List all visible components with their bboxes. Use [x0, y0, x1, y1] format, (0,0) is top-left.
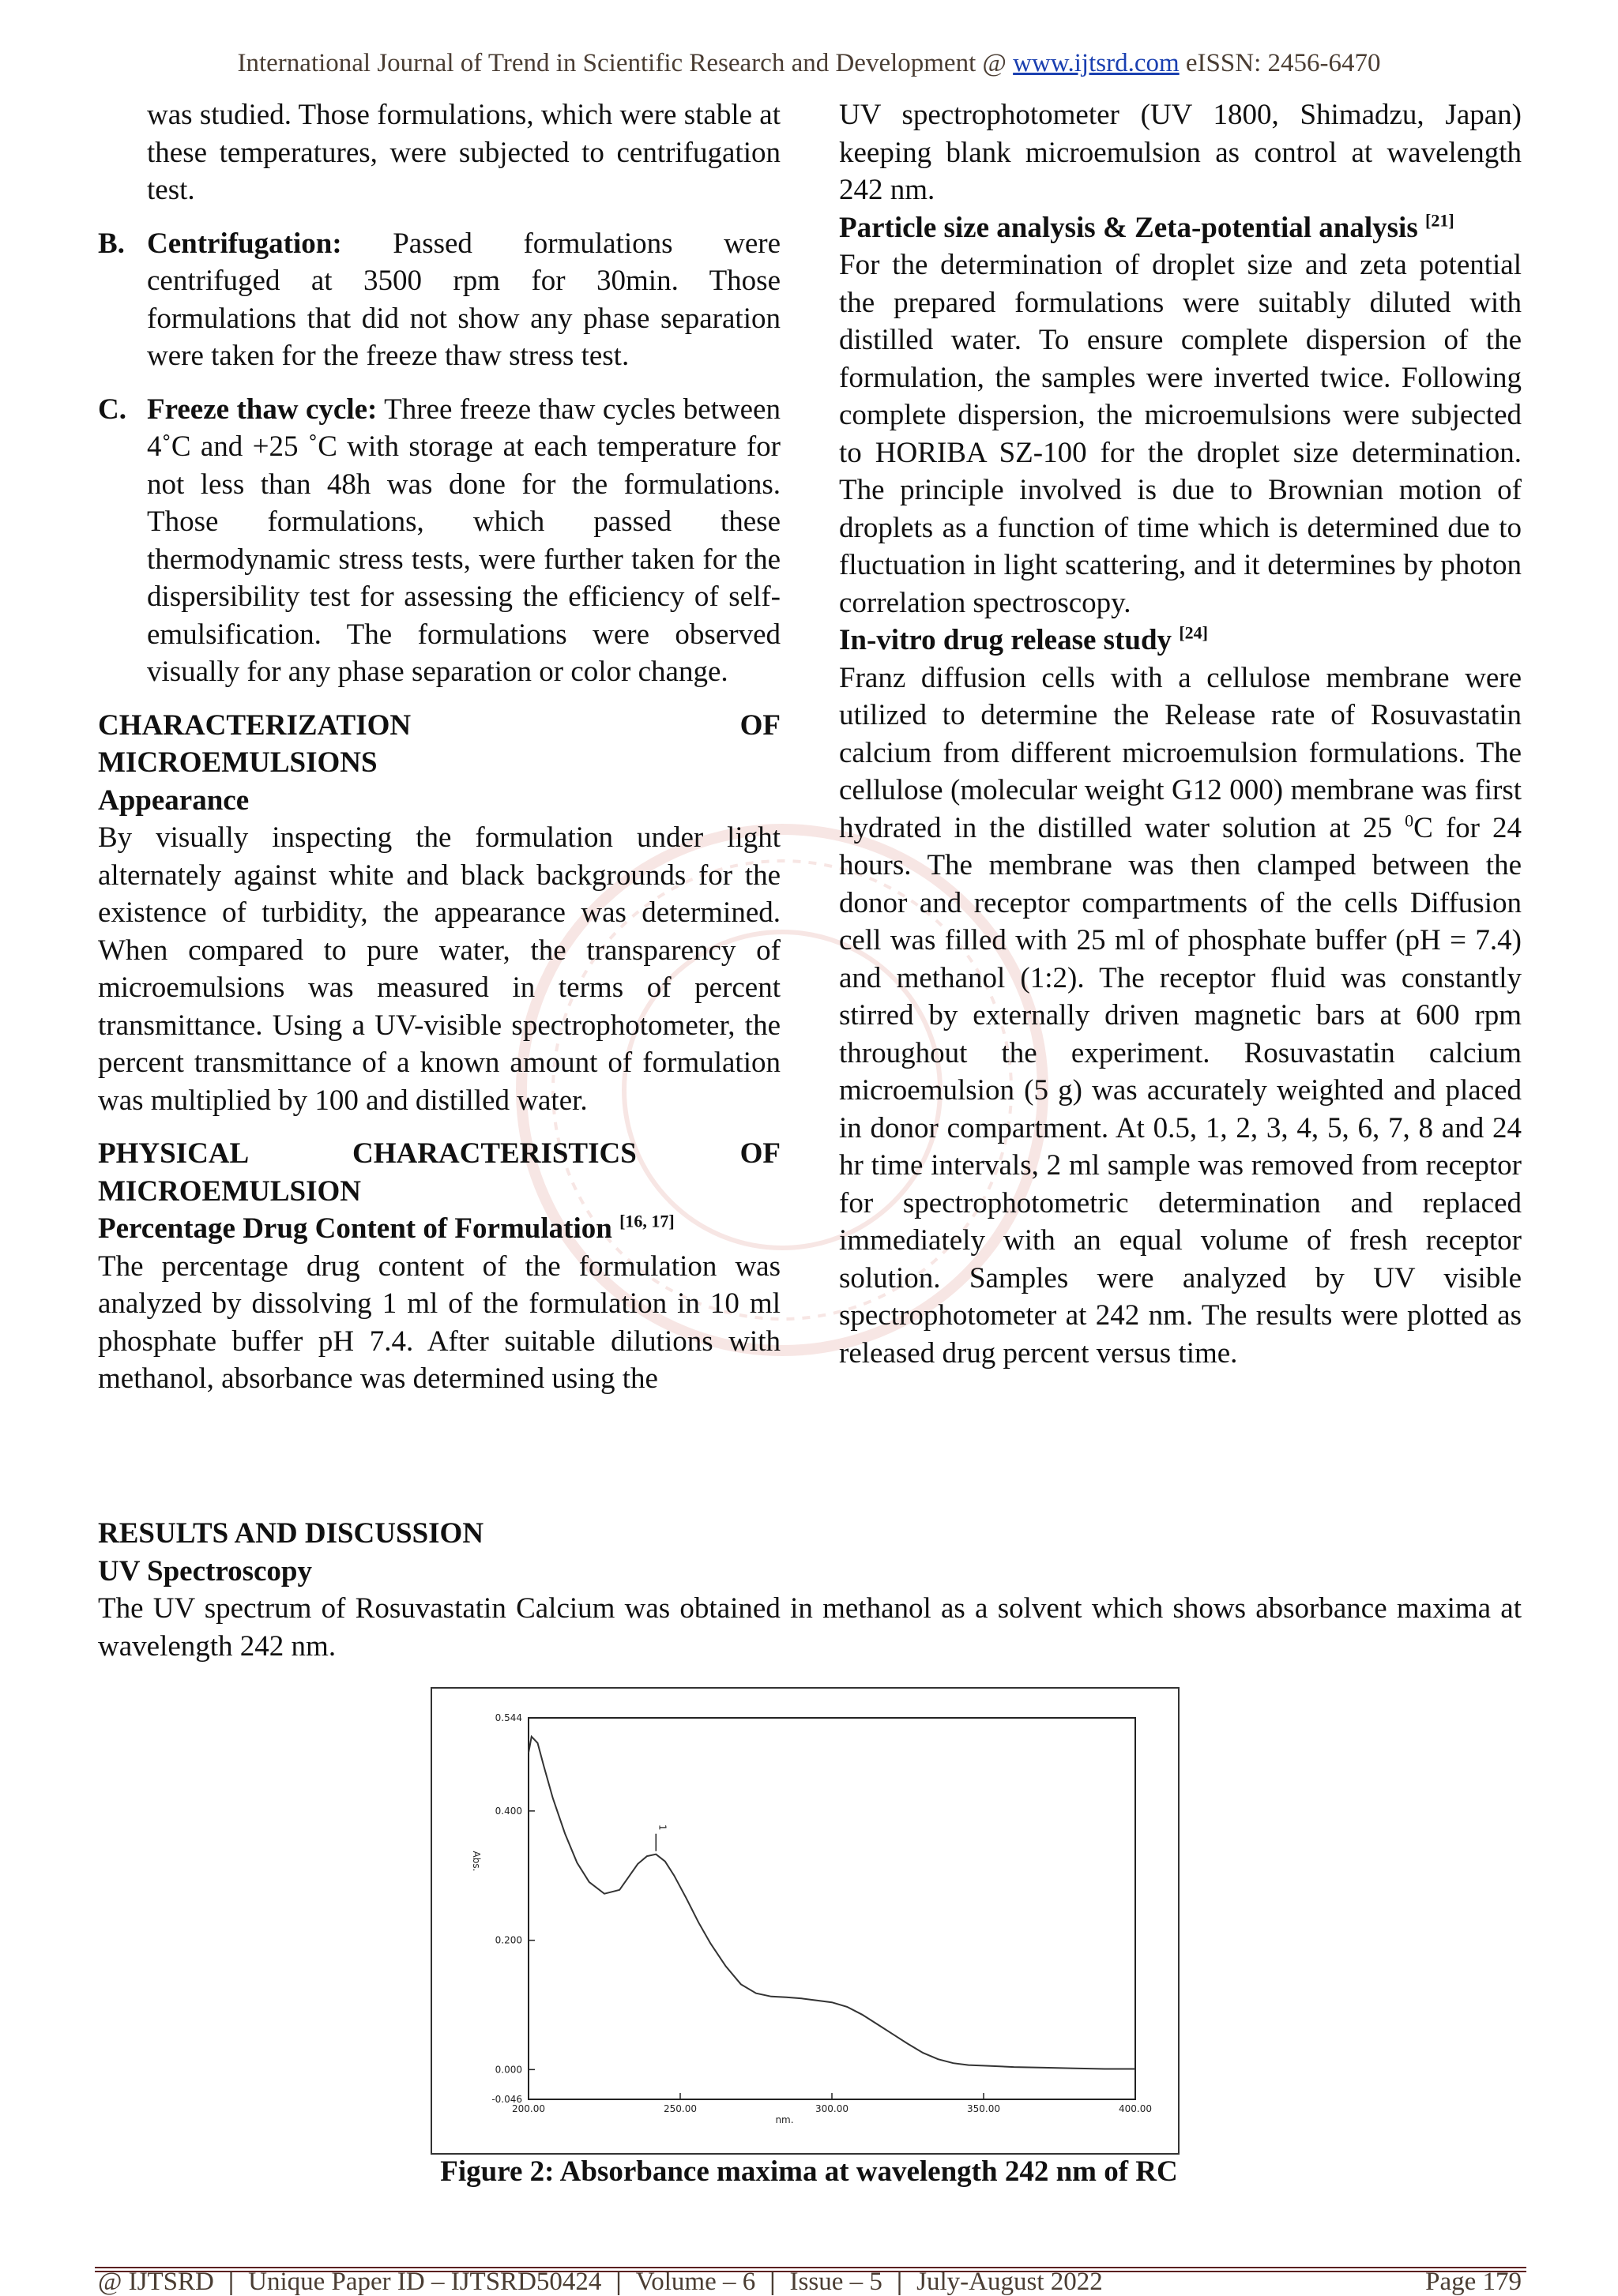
drug-content-reference: [16, 17] [619, 1211, 675, 1231]
appearance-paragraph: By visually inspecting the formulation under light alternately against white and black backgrounds for the existence of turbidity, the appearance was determined. When compared to pure water, the transparency of microemulsions was measured in terms of percent transmittance. Using a UV-visible spectrophotometer, the percent transmittance of a known amount of formulation was multiplied by 100 and distilled water. [98, 821, 781, 1117]
y-tick-label: 0.400 [495, 1805, 522, 1817]
header-prefix: International Journal of Trend in Scientific Research and Development @ [237, 49, 1014, 77]
plot-frame [529, 1718, 1135, 2099]
characterization-heading: CHARACTERIZATION OF MICROEMULSIONS [98, 708, 781, 779]
freeze-thaw-label: Freeze thaw cycle: [147, 393, 378, 426]
spectrum-line [529, 1737, 1135, 2069]
uv-spectroscopy-heading: UV Spectroscopy [98, 1554, 312, 1588]
invitro-heading: In-vitro drug release study [24] [839, 622, 1208, 656]
appearance-heading: Appearance [98, 783, 250, 817]
centrifugation-item [98, 225, 781, 375]
y-axis-label: Abs. [471, 1851, 482, 1872]
left-intro-paragraph: was studied. Those formulations, which were stable at these temperatures, were subjected to centrifugation test. [147, 99, 781, 206]
left-column [98, 96, 781, 1398]
particle-size-reference: [21] [1425, 210, 1454, 231]
results-heading: RESULTS AND DISCUSSION [98, 1517, 484, 1550]
drug-content-heading: Percentage Drug Content of Formulation [16, 17] [98, 1211, 675, 1245]
x-tick-label: 350.00 [967, 2103, 1000, 2114]
right-intro-paragraph: UV spectrophotometer (UV 1800, Shimadzu, Japan) keeping blank microemulsion as control at wavelength 242 nm. [839, 99, 1522, 206]
item-letter-b: B. [98, 227, 125, 260]
footer-journal: @ IJTSRD [98, 2268, 214, 2296]
x-tick-label: 200.00 [512, 2103, 545, 2114]
centrifugation-text: Passed formulations were centrifuged at 3500 rpm for 30min. Those formulations that did not show any phase separation were taken for the freeze thaw stress test. [147, 227, 781, 372]
peak-label: 1 [657, 1824, 668, 1831]
x-tick-label: 300.00 [815, 2103, 849, 2114]
footer-volume: Volume – 6 [635, 2268, 756, 2296]
y-tick-label: 0.000 [495, 2064, 522, 2076]
invitro-paragraph: Franz diffusion cells with a cellulose membrane were utilized to determine the Release rate of Rosuvastatin calcium from different microemulsion formulations. The cellulose (molecular weight G12 000) membrane was first hydrated in the distilled water solution at 25 $^0$C for 24 hours. The membrane was then clamped between the donor and receptor compartments of the cells Diffusion cell was filled with 25 ml of phosphate buffer (pH = 7.4) and methanol (1:2). The receptor fluid was constantly stirred by externally driven magnetic bars at 600 rpm throughout the experiment. Rosuvastatin calcium microemulsion (5 g) was accurately weighted and placed in donor compartment. At 0.5, 1, 2, 3, 4, 5, 6, 7, 8 and 24 hr time intervals, 2 ml sample was removed from receptor for spectrophotometric determination and replaced immediately with an equal volume of fresh receptor solution. Samples were analyzed by UV visible spectrophotometer at 242 nm. The results were plotted as released drug percent versus time. [839, 661, 1522, 1370]
journal-website-link[interactable]: www.ijtsrd.com [1013, 49, 1180, 77]
freeze-thaw-text: Three freeze thaw cycles between 4˚C and +25 ˚C with storage at each temperature for not less than 48h was done for the formulations. Those formulations, which passed these thermodynamic stress tests, were further taken for the dispersibility test for assessing the efficiency of self-emulsification. The formulations were observed visually for any phase separation or color change. [147, 393, 781, 688]
x-tick-label: 250.00 [664, 2103, 697, 2114]
uv-spectrum-figure [431, 1687, 1180, 2155]
right-column [839, 96, 1522, 1372]
drug-content-paragraph: The percentage drug content of the formulation was analyzed by dissolving 1 ml of the formulation in 10 ml phosphate buffer pH 7.4. After suitable dilutions with methanol, absorbance was determined using the [98, 1249, 781, 1395]
figure-caption: Figure 2: Absorbance maxima at wavelength 242 nm of RC [440, 2155, 1178, 2188]
y-tick-label: -0.046 [491, 2094, 522, 2105]
freeze-thaw-item [98, 391, 781, 691]
uv-spectrum-chart [432, 1689, 1178, 2153]
x-tick-label: 400.00 [1119, 2103, 1152, 2114]
footer-date: July-August 2022 [916, 2268, 1103, 2296]
journal-header [0, 49, 1618, 78]
page-footer: @ IJTSRD | Unique Paper ID – IJTSRD50424 | Volume – 6 | Issue – 5 | July-August 2022 Page 179 [98, 2268, 1522, 2296]
uv-spectroscopy-paragraph: The UV spectrum of Rosuvastatin Calcium was obtained in methanol as a solvent which shows absorbance maxima at wavelength 242 nm. [98, 1592, 1522, 1663]
y-tick-label: 0.200 [495, 1934, 522, 1946]
particle-size-heading: Particle size analysis & Zeta-potential analysis [21] [839, 210, 1454, 244]
invitro-reference: [24] [1179, 622, 1208, 643]
centrifugation-label: Centrifugation: [147, 227, 342, 260]
physical-characteristics-heading: PHYSICAL CHARACTERISTICS OF MICROEMULSION [98, 1137, 781, 1208]
footer-paper-id: Unique Paper ID – IJTSRD50424 [248, 2268, 602, 2296]
item-letter-c: C. [98, 393, 126, 426]
footer-page-number: Page 179 [1425, 2268, 1522, 2296]
results-section [98, 1515, 1522, 1665]
footer-issue: Issue – 5 [789, 2268, 882, 2296]
y-tick-label: 0.544 [495, 1712, 522, 1723]
particle-size-paragraph: For the determination of droplet size and zeta potential the prepared formulations were suitably diluted with distilled water. To ensure complete dispersion of the formulation, the samples were inverted twice. Following complete dispersion, the microemulsions were subjected to HORIBA SZ-100 for the droplet size determination. The principle involved is due to Brownian motion of droplets as a function of time which is determined due to fluctuation in light scattering, and it determines by photon correlation spectroscopy. [839, 249, 1522, 619]
x-axis-label: nm. [775, 2114, 794, 2125]
header-issn: eISSN: 2456-6470 [1179, 49, 1381, 77]
